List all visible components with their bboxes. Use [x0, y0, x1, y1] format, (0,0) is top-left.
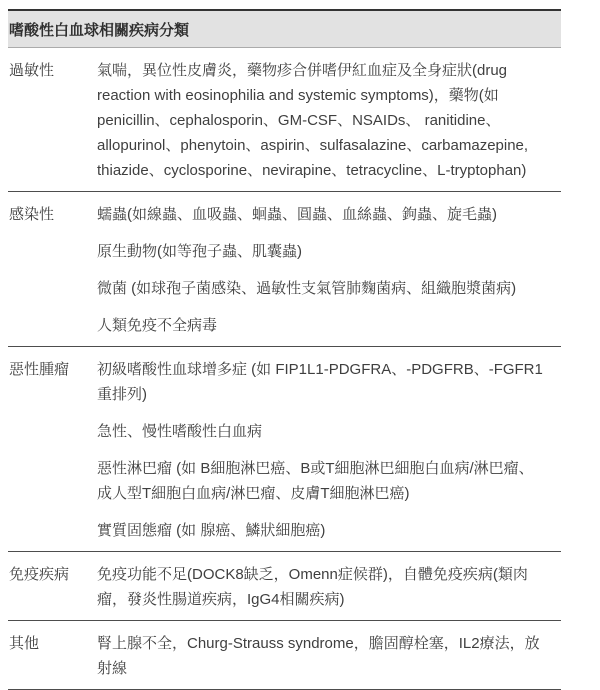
- table-row-infectious: [8, 192, 561, 347]
- row-item: 腎上腺不全，Churg-Strauss syndrome，膽固醇栓塞，IL2療法，放射線: [97, 635, 540, 677]
- row-category: 其他: [9, 635, 40, 652]
- row-content: [97, 354, 561, 543]
- table-row-other: [8, 621, 561, 690]
- table-title: 嗜酸性白血球相關疾病分類: [8, 9, 561, 48]
- row-item: 微菌 (如球孢子菌感染、過敏性支氣管肺麴菌病、組織胞漿菌病): [97, 280, 517, 297]
- table-row-malignancy: [8, 347, 561, 552]
- row-category: 過敏性: [9, 62, 55, 79]
- row-content: [97, 55, 561, 183]
- row-item: 急性、慢性嗜酸性白血病: [97, 423, 263, 440]
- row-content: [97, 628, 561, 681]
- row-item: 實質固態瘤 (如 腺癌、鱗狀細胞癌): [97, 522, 326, 539]
- row-item: 人類免疫不全病毒: [97, 317, 218, 334]
- disease-classification-table: [8, 9, 561, 690]
- row-item: 原生動物(如等孢子蟲、肌囊蟲): [97, 243, 302, 260]
- row-item: 惡性淋巴瘤 (如 B細胞淋巴癌、B或T細胞淋巴細胞白血病/淋巴瘤、成人型T細胞白血病/淋巴瘤、皮膚T細胞淋巴癌): [97, 460, 534, 502]
- row-category: 免疫疾病: [9, 566, 70, 583]
- row-item: 氣喘，異位性皮膚炎，藥物疹合併嗜伊紅血症及全身症狀(drug reaction with eosinophilia and systemic symptoms)，藥物(如penicillin、cephalosporin、GM-CSF、NSAIDs、 ranitidine、allopurinol、phenytoin、aspirin、sulfasalazine、carbamazepine, thiazide、cyclosporine、nevirapine、tetracycline、L-tryptophan): [97, 62, 529, 179]
- row-category: 惡性腫瘤: [9, 361, 70, 378]
- table-row-allergic: [8, 48, 561, 192]
- row-item: 免疫功能不足(DOCK8缺乏，Omenn症候群)，自體免疫疾病(類肉瘤，發炎性腸道疾病，IgG4相關疾病): [97, 566, 528, 608]
- table-row-immune: [8, 552, 561, 621]
- row-category: 感染性: [9, 206, 55, 223]
- row-content: [97, 559, 561, 612]
- row-item: 初級嗜酸性血球增多症 (如 FIP1L1-PDGFRA、-PDGFRB、-FGFR1 重排列): [97, 361, 543, 403]
- row-item: 蠕蟲(如線蟲、血吸蟲、蛔蟲、圓蟲、血絲蟲、鉤蟲、旋毛蟲): [97, 206, 497, 223]
- row-content: [97, 199, 561, 338]
